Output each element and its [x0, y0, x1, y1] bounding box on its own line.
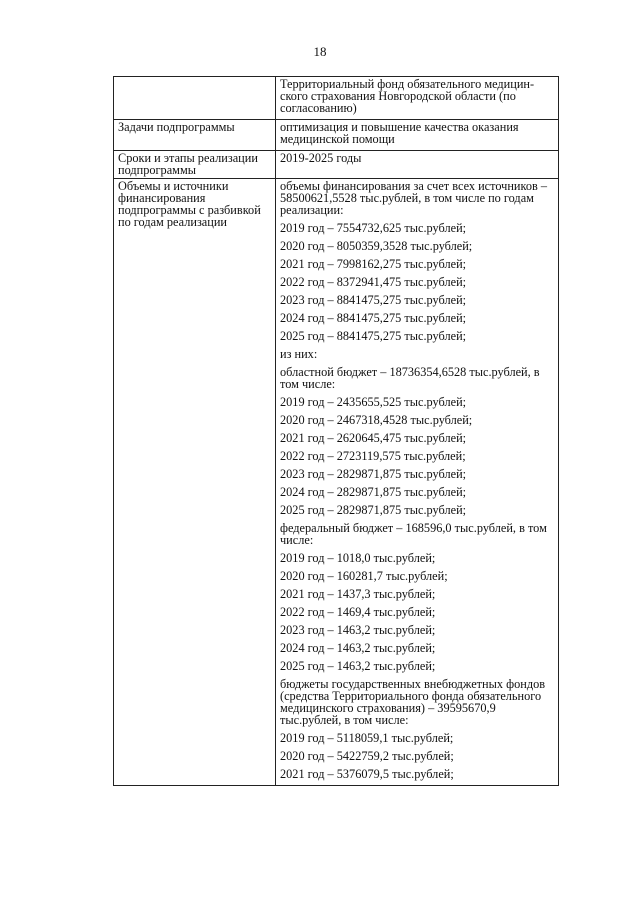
content-line: 2024 год – 2829871,875 тыс.рублей; [280, 485, 467, 499]
content-line: 2020 год – 8050359,3528 тыс.рублей; [280, 239, 473, 253]
content-line: 2019 год – 5118059,1 тыс.рублей; [280, 731, 454, 745]
content-line: 2019 год – 1018,0 тыс.рублей; [280, 551, 436, 565]
content-line: 2022 год – 2723119,575 тыс.рублей; [280, 449, 466, 463]
content-line: 2020 год – 160281,7 тыс.рублей; [280, 569, 448, 583]
row-content [276, 77, 559, 120]
content-line: 2023 год – 1463,2 тыс.рублей; [280, 623, 436, 637]
content-line: 2022 год – 1469,4 тыс.рублей; [280, 605, 436, 619]
page-number: 18 [313, 44, 327, 59]
subprogram-passport-table [113, 76, 559, 786]
content-line: 2020 год – 5422759,2 тыс.рублей; [280, 749, 454, 763]
table-row [114, 120, 559, 151]
content-line: 2024 год – 8841475,275 тыс.рублей; [280, 311, 467, 325]
table-row [114, 77, 559, 120]
content-line: 2019-2025 годы [280, 151, 362, 165]
content-line: бюджеты государственных внебюджетных фондов (средства Территориального фонда обязательного медицинского страхования) – 39595670,9 тыс.рублей, в том числе: [280, 677, 546, 727]
content-line: объемы финансирования за счет всех источников – 58500621,5528 тыс.рублей, в том числе по годам реализации: [280, 179, 548, 217]
table-row [114, 179, 559, 786]
row-label: Объемы и источники финансирования подпрограммы с разбивкой по годам реализации [114, 179, 276, 786]
row-content [276, 179, 559, 786]
content-line: 2022 год – 8372941,475 тыс.рублей; [280, 275, 467, 289]
row-content [276, 151, 559, 179]
content-line: 2021 год – 1437,3 тыс.рублей; [280, 587, 436, 601]
content-line: 2019 год – 2435655,525 тыс.рублей; [280, 395, 467, 409]
row-label: Задачи подпрограммы [114, 120, 276, 151]
content-line: 2023 год – 8841475,275 тыс.рублей; [280, 293, 467, 307]
content-line: областной бюджет – 18736354,6528 тыс.рублей, в том числе: [280, 365, 540, 391]
content-line: федеральный бюджет – 168596,0 тыс.рублей, в том числе: [280, 521, 547, 547]
table-row [114, 151, 559, 179]
content-line: 2025 год – 1463,2 тыс.рублей; [280, 659, 436, 673]
content-line: 2021 год – 5376079,5 тыс.рублей; [280, 767, 454, 781]
content-line: 2025 год – 8841475,275 тыс.рублей; [280, 329, 467, 343]
content-line: оптимизация и повышение качества оказания медицинской помощи [280, 120, 519, 146]
row-content [276, 120, 559, 151]
content-line: 2021 год – 2620645,475 тыс.рублей; [280, 431, 467, 445]
content-line: Территориальный фонд обязательного медицин-ского страхования Новгородской области (по согласованию) [280, 77, 535, 115]
content-line: 2020 год – 2467318,4528 тыс.рублей; [280, 413, 473, 427]
content-line: 2025 год – 2829871,875 тыс.рублей; [280, 503, 467, 517]
content-line: из них: [280, 347, 318, 361]
content-line: 2023 год – 2829871,875 тыс.рублей; [280, 467, 467, 481]
content-line: 2021 год – 7998162,275 тыс.рублей; [280, 257, 467, 271]
content-line: 2024 год – 1463,2 тыс.рублей; [280, 641, 436, 655]
row-label [114, 77, 276, 120]
row-label: Сроки и этапы реализации подпрограммы [114, 151, 276, 179]
content-line: 2019 год – 7554732,625 тыс.рублей; [280, 221, 467, 235]
